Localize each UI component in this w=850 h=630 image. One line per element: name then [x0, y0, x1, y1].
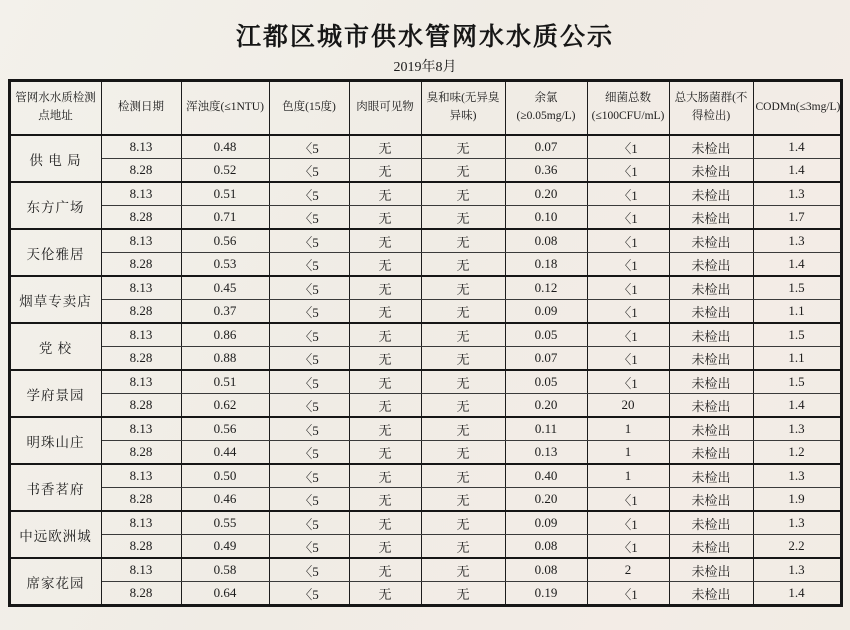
- value-cell: 8.13: [101, 370, 181, 394]
- value-cell: 1.5: [753, 323, 841, 347]
- table-row: [9, 135, 841, 159]
- value-cell: 1.3: [753, 229, 841, 253]
- value-cell: 未检出: [669, 535, 753, 559]
- column-header-visible-matter: 肉眼可见物: [349, 81, 421, 136]
- value-cell: 0.62: [181, 394, 269, 418]
- value-cell: 0.44: [181, 441, 269, 465]
- column-header-residual-chlorine: 余氯(≥0.05mg/L): [505, 81, 587, 136]
- value-cell: 1.1: [753, 347, 841, 371]
- value-cell: 0.36: [505, 159, 587, 183]
- location-cell: 党 校: [9, 323, 101, 370]
- value-cell: 无: [349, 464, 421, 488]
- value-cell: 无: [349, 323, 421, 347]
- table-row: [9, 347, 841, 371]
- value-cell: 0.64: [181, 582, 269, 606]
- column-header-turbidity: 浑浊度(≤1NTU): [181, 81, 269, 136]
- value-cell: 8.13: [101, 229, 181, 253]
- value-cell: 无: [421, 394, 505, 418]
- value-cell: 无: [421, 558, 505, 582]
- value-cell: 〈5: [269, 253, 349, 277]
- value-cell: 0.56: [181, 417, 269, 441]
- value-cell: 未检出: [669, 464, 753, 488]
- table-row: [9, 300, 841, 324]
- value-cell: 〈5: [269, 323, 349, 347]
- value-cell: 0.13: [505, 441, 587, 465]
- table-row: [9, 159, 841, 183]
- column-header-date: 检测日期: [101, 81, 181, 136]
- value-cell: 无: [421, 229, 505, 253]
- value-cell: 〈5: [269, 464, 349, 488]
- value-cell: 〈5: [269, 135, 349, 159]
- value-cell: 0.09: [505, 300, 587, 324]
- column-header-chromaticity: 色度(15度): [269, 81, 349, 136]
- value-cell: 无: [421, 159, 505, 183]
- value-cell: 〈5: [269, 276, 349, 300]
- value-cell: 0.88: [181, 347, 269, 371]
- value-cell: 1.7: [753, 206, 841, 230]
- value-cell: 〈1: [587, 182, 669, 206]
- value-cell: 未检出: [669, 394, 753, 418]
- value-cell: 0.09: [505, 511, 587, 535]
- value-cell: 0.08: [505, 535, 587, 559]
- value-cell: 0.58: [181, 558, 269, 582]
- table-body: [9, 135, 841, 606]
- value-cell: 未检出: [669, 323, 753, 347]
- value-cell: 0.05: [505, 323, 587, 347]
- table-row: [9, 441, 841, 465]
- value-cell: 〈5: [269, 182, 349, 206]
- location-cell: 天伦雅居: [9, 229, 101, 276]
- value-cell: 8.28: [101, 488, 181, 512]
- value-cell: 无: [349, 417, 421, 441]
- value-cell: 8.28: [101, 394, 181, 418]
- table-row: [9, 464, 841, 488]
- value-cell: 无: [421, 323, 505, 347]
- value-cell: 0.86: [181, 323, 269, 347]
- value-cell: 0.20: [505, 394, 587, 418]
- value-cell: 8.28: [101, 300, 181, 324]
- value-cell: 〈1: [587, 488, 669, 512]
- column-header-bacteria-count: 细菌总数(≤100CFU/mL): [587, 81, 669, 136]
- value-cell: 0.08: [505, 229, 587, 253]
- value-cell: 〈1: [587, 582, 669, 606]
- value-cell: 1: [587, 417, 669, 441]
- value-cell: 未检出: [669, 441, 753, 465]
- value-cell: 0.07: [505, 347, 587, 371]
- value-cell: 无: [349, 135, 421, 159]
- value-cell: 〈1: [587, 229, 669, 253]
- value-cell: 1.4: [753, 159, 841, 183]
- value-cell: 〈5: [269, 229, 349, 253]
- value-cell: 1.3: [753, 182, 841, 206]
- value-cell: 8.28: [101, 159, 181, 183]
- value-cell: 0.53: [181, 253, 269, 277]
- value-cell: 1.4: [753, 253, 841, 277]
- value-cell: 1.9: [753, 488, 841, 512]
- value-cell: 1.5: [753, 276, 841, 300]
- report-period: 2019年8月: [393, 60, 457, 75]
- value-cell: 无: [421, 582, 505, 606]
- value-cell: 无: [421, 417, 505, 441]
- value-cell: 未检出: [669, 276, 753, 300]
- table-row: [9, 558, 841, 582]
- value-cell: 无: [421, 347, 505, 371]
- value-cell: 无: [349, 229, 421, 253]
- column-header-odor-taste: 臭和味(无异臭异味): [421, 81, 505, 136]
- value-cell: 无: [349, 394, 421, 418]
- location-cell: 席家花园: [9, 558, 101, 606]
- value-cell: 0.71: [181, 206, 269, 230]
- page-title: 江都区城市供水管网水水质公示: [235, 23, 614, 51]
- location-cell: 中远欧洲城: [9, 511, 101, 558]
- value-cell: 8.28: [101, 582, 181, 606]
- value-cell: 未检出: [669, 182, 753, 206]
- value-cell: 1.3: [753, 417, 841, 441]
- value-cell: 无: [349, 535, 421, 559]
- value-cell: 〈5: [269, 300, 349, 324]
- value-cell: 未检出: [669, 511, 753, 535]
- value-cell: 无: [349, 511, 421, 535]
- value-cell: 〈5: [269, 394, 349, 418]
- value-cell: 未检出: [669, 417, 753, 441]
- value-cell: 无: [421, 464, 505, 488]
- value-cell: 未检出: [669, 582, 753, 606]
- value-cell: 0.20: [505, 488, 587, 512]
- value-cell: 1.3: [753, 464, 841, 488]
- value-cell: 无: [349, 488, 421, 512]
- value-cell: 8.13: [101, 135, 181, 159]
- table-row: [9, 394, 841, 418]
- value-cell: 0.48: [181, 135, 269, 159]
- value-cell: 〈1: [587, 135, 669, 159]
- table-row: [9, 370, 841, 394]
- value-cell: 无: [349, 582, 421, 606]
- value-cell: 〈5: [269, 347, 349, 371]
- value-cell: 无: [421, 135, 505, 159]
- value-cell: 〈1: [587, 323, 669, 347]
- table-row: [9, 535, 841, 559]
- value-cell: 无: [349, 276, 421, 300]
- value-cell: 0.11: [505, 417, 587, 441]
- value-cell: 1.4: [753, 394, 841, 418]
- value-cell: 〈5: [269, 417, 349, 441]
- table-row: [9, 488, 841, 512]
- value-cell: 〈1: [587, 276, 669, 300]
- value-cell: 8.13: [101, 323, 181, 347]
- value-cell: 〈5: [269, 206, 349, 230]
- value-cell: 未检出: [669, 253, 753, 277]
- value-cell: 0.08: [505, 558, 587, 582]
- value-cell: 1.3: [753, 511, 841, 535]
- value-cell: 0.56: [181, 229, 269, 253]
- value-cell: 无: [349, 441, 421, 465]
- value-cell: 未检出: [669, 229, 753, 253]
- value-cell: 0.10: [505, 206, 587, 230]
- value-cell: 2.2: [753, 535, 841, 559]
- value-cell: 8.13: [101, 182, 181, 206]
- value-cell: 0.55: [181, 511, 269, 535]
- value-cell: 〈1: [587, 370, 669, 394]
- value-cell: 无: [421, 441, 505, 465]
- value-cell: 0.05: [505, 370, 587, 394]
- value-cell: 2: [587, 558, 669, 582]
- value-cell: 无: [421, 206, 505, 230]
- column-header-codmn: CODMn(≤3mg/L): [753, 81, 841, 136]
- location-cell: 东方广场: [9, 182, 101, 229]
- value-cell: 0.07: [505, 135, 587, 159]
- value-cell: 无: [421, 300, 505, 324]
- value-cell: 0.51: [181, 370, 269, 394]
- value-cell: 无: [349, 182, 421, 206]
- value-cell: 〈5: [269, 159, 349, 183]
- value-cell: 未检出: [669, 370, 753, 394]
- value-cell: 无: [421, 535, 505, 559]
- value-cell: 无: [349, 159, 421, 183]
- location-cell: 学府景园: [9, 370, 101, 417]
- value-cell: 0.18: [505, 253, 587, 277]
- value-cell: 〈1: [587, 253, 669, 277]
- value-cell: 8.28: [101, 347, 181, 371]
- table-row: [9, 253, 841, 277]
- value-cell: 〈1: [587, 511, 669, 535]
- value-cell: 〈5: [269, 370, 349, 394]
- value-cell: 0.50: [181, 464, 269, 488]
- value-cell: 1.1: [753, 300, 841, 324]
- table-row: [9, 229, 841, 253]
- value-cell: 未检出: [669, 300, 753, 324]
- value-cell: 未检出: [669, 159, 753, 183]
- value-cell: 无: [349, 347, 421, 371]
- value-cell: 8.28: [101, 253, 181, 277]
- value-cell: 0.12: [505, 276, 587, 300]
- value-cell: 1.4: [753, 135, 841, 159]
- value-cell: 8.28: [101, 206, 181, 230]
- value-cell: 〈5: [269, 511, 349, 535]
- value-cell: 0.20: [505, 182, 587, 206]
- value-cell: 未检出: [669, 206, 753, 230]
- table-header-row: [9, 81, 841, 136]
- location-cell: 明珠山庄: [9, 417, 101, 464]
- value-cell: 1.5: [753, 370, 841, 394]
- value-cell: 〈1: [587, 159, 669, 183]
- table-row: [9, 511, 841, 535]
- value-cell: 20: [587, 394, 669, 418]
- location-cell: 书香茗府: [9, 464, 101, 511]
- location-cell: 供 电 局: [9, 135, 101, 182]
- value-cell: 〈5: [269, 441, 349, 465]
- value-cell: 无: [421, 182, 505, 206]
- value-cell: 1.3: [753, 558, 841, 582]
- value-cell: 无: [349, 558, 421, 582]
- value-cell: 0.45: [181, 276, 269, 300]
- value-cell: 〈5: [269, 558, 349, 582]
- value-cell: 无: [349, 253, 421, 277]
- location-cell: 烟草专卖店: [9, 276, 101, 323]
- value-cell: 未检出: [669, 347, 753, 371]
- value-cell: 无: [349, 300, 421, 324]
- table-row: [9, 582, 841, 606]
- value-cell: 0.49: [181, 535, 269, 559]
- value-cell: 8.13: [101, 558, 181, 582]
- value-cell: 无: [421, 488, 505, 512]
- value-cell: 未检出: [669, 135, 753, 159]
- value-cell: 无: [349, 206, 421, 230]
- value-cell: 〈1: [587, 347, 669, 371]
- column-header-address: 管网水水质检测点地址: [9, 81, 101, 136]
- value-cell: 无: [349, 370, 421, 394]
- table-row: [9, 276, 841, 300]
- value-cell: 无: [421, 370, 505, 394]
- value-cell: 0.46: [181, 488, 269, 512]
- value-cell: 〈1: [587, 300, 669, 324]
- value-cell: 0.52: [181, 159, 269, 183]
- value-cell: 0.40: [505, 464, 587, 488]
- value-cell: 无: [421, 253, 505, 277]
- value-cell: 1: [587, 441, 669, 465]
- value-cell: 0.51: [181, 182, 269, 206]
- table-row: [9, 206, 841, 230]
- value-cell: 无: [421, 276, 505, 300]
- water-quality-table: [8, 79, 843, 607]
- value-cell: 8.13: [101, 511, 181, 535]
- value-cell: 0.19: [505, 582, 587, 606]
- table-row: [9, 417, 841, 441]
- value-cell: 8.13: [101, 464, 181, 488]
- value-cell: 8.28: [101, 535, 181, 559]
- value-cell: 〈5: [269, 535, 349, 559]
- value-cell: 0.37: [181, 300, 269, 324]
- value-cell: 8.13: [101, 417, 181, 441]
- value-cell: 〈1: [587, 535, 669, 559]
- table-row: [9, 182, 841, 206]
- value-cell: 无: [421, 511, 505, 535]
- value-cell: 8.13: [101, 276, 181, 300]
- value-cell: 〈5: [269, 488, 349, 512]
- value-cell: 1: [587, 464, 669, 488]
- value-cell: 1.4: [753, 582, 841, 606]
- value-cell: 〈1: [587, 206, 669, 230]
- value-cell: 1.2: [753, 441, 841, 465]
- value-cell: 8.28: [101, 441, 181, 465]
- column-header-coliform: 总大肠菌群(不得检出): [669, 81, 753, 136]
- value-cell: 未检出: [669, 488, 753, 512]
- value-cell: 未检出: [669, 558, 753, 582]
- value-cell: 〈5: [269, 582, 349, 606]
- table-row: [9, 323, 841, 347]
